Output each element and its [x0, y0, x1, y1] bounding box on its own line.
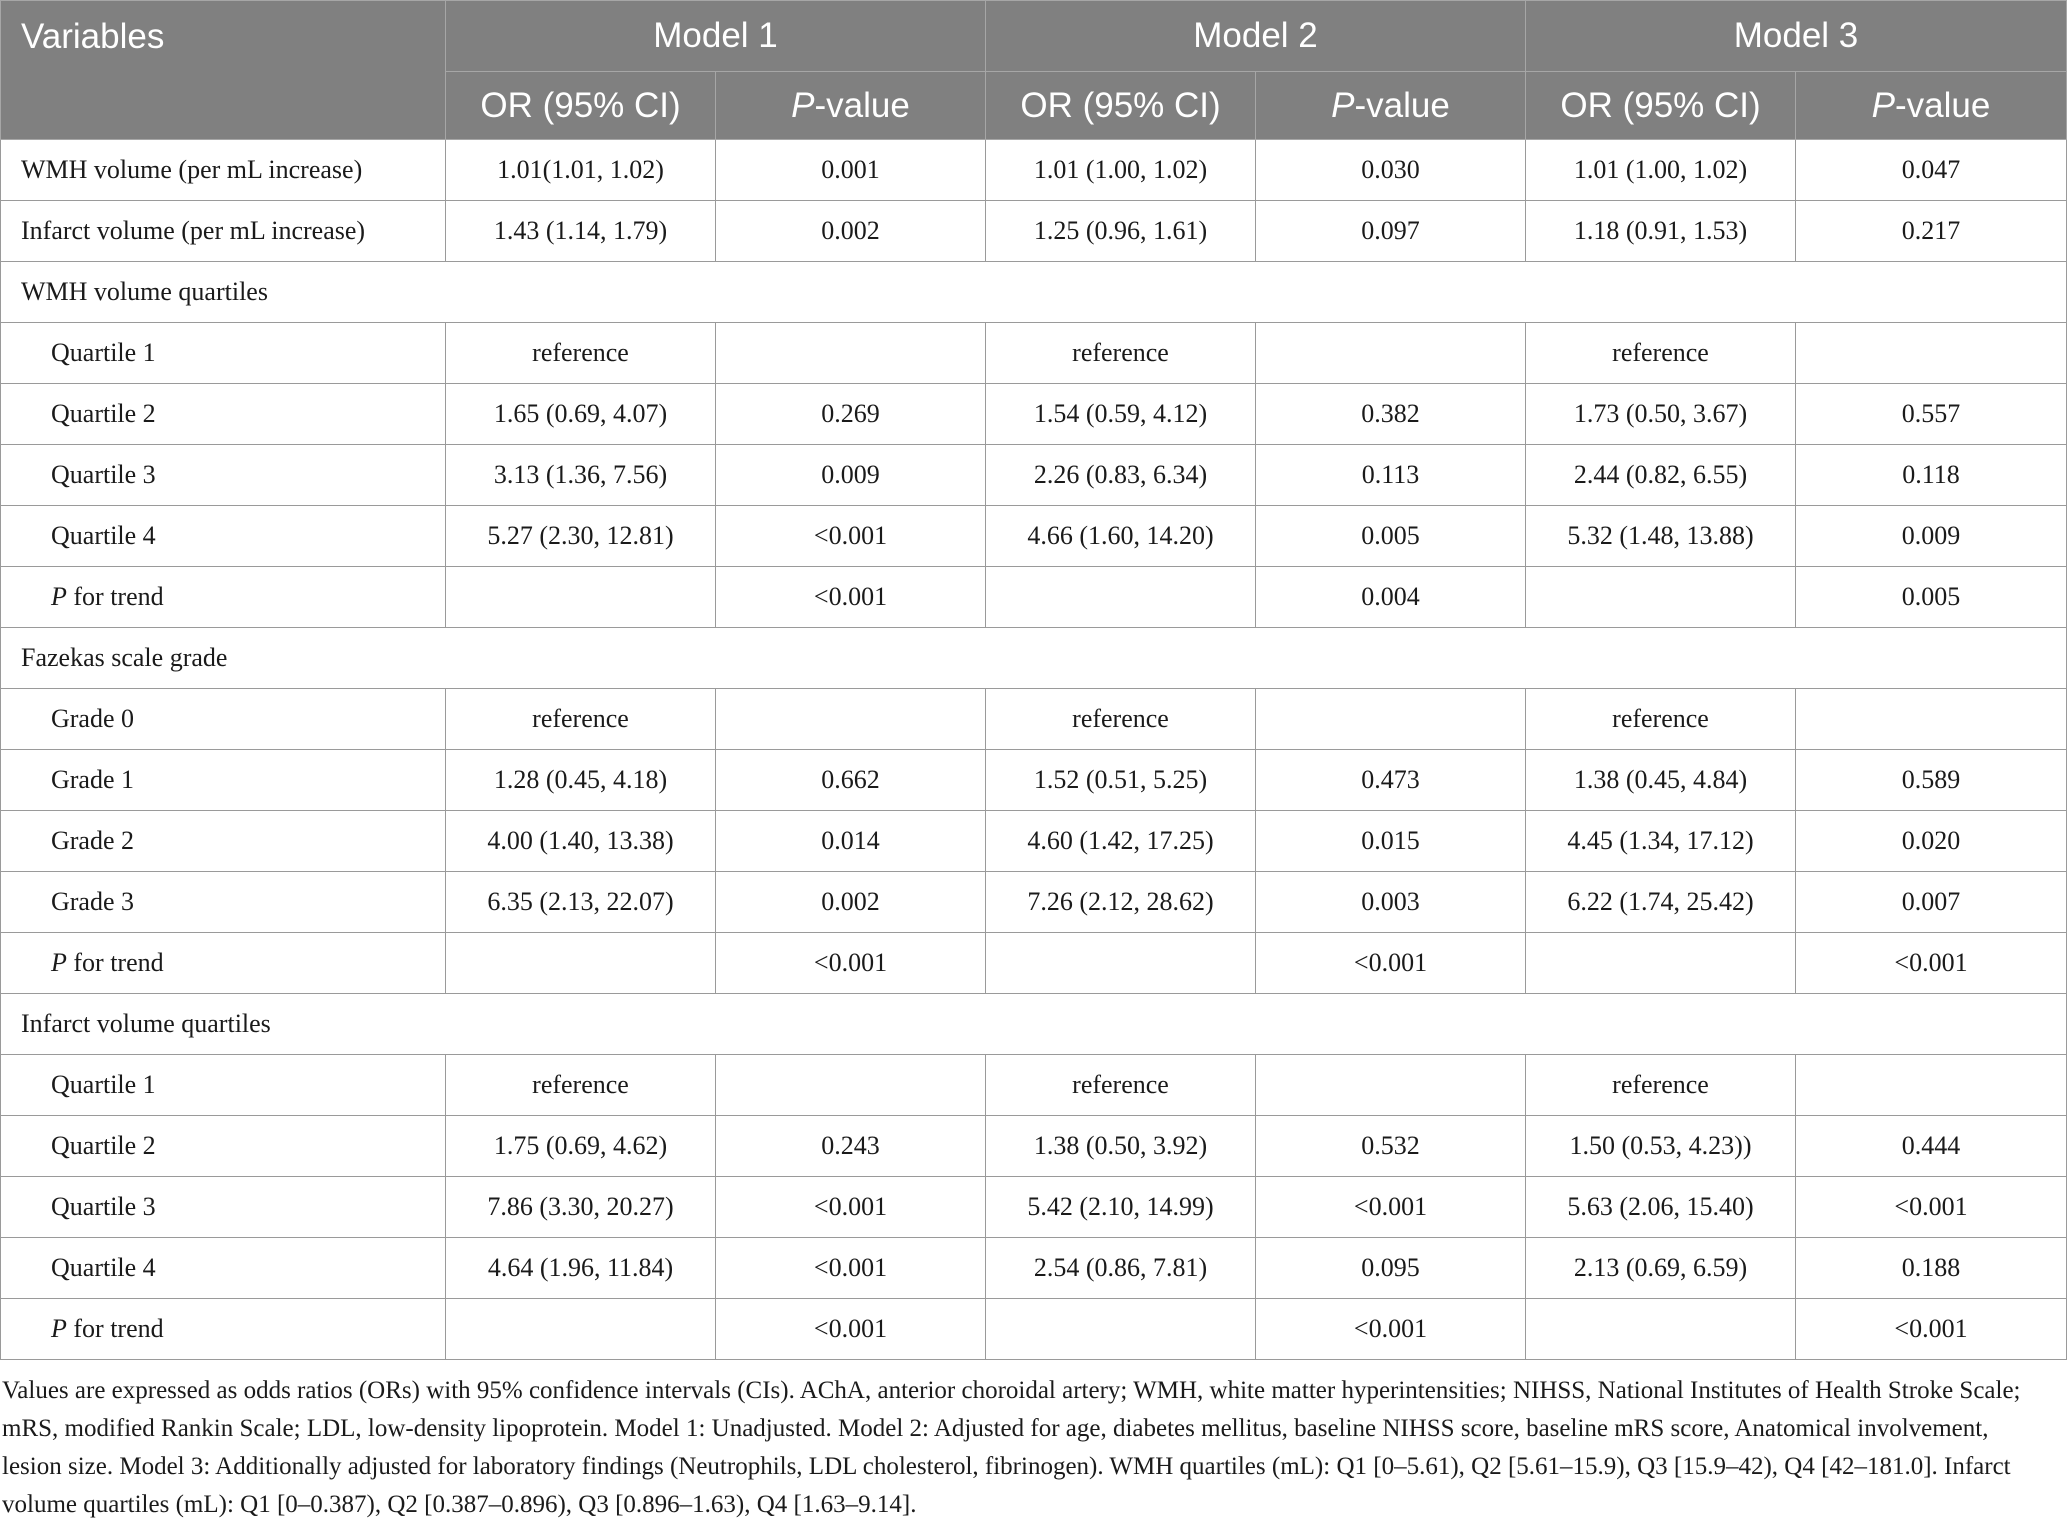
row-label: Grade 3 — [1, 872, 446, 933]
row-label: P for trend — [1, 567, 446, 628]
row-label: Quartile 1 — [1, 1055, 446, 1116]
p-value-header: P-value — [1796, 72, 2067, 140]
or-ci-cell: 5.27 (2.30, 12.81) — [446, 506, 716, 567]
p-value-cell: <0.001 — [1256, 1299, 1526, 1360]
or-ci-cell: 1.54 (0.59, 4.12) — [986, 384, 1256, 445]
model-1-header: Model 1 — [446, 1, 986, 72]
or-ci-cell: 4.00 (1.40, 13.38) — [446, 811, 716, 872]
or-ci-cell: 1.73 (0.50, 3.67) — [1526, 384, 1796, 445]
or-ci-cell: reference — [1526, 689, 1796, 750]
or-ci-cell — [1526, 1299, 1796, 1360]
or-ci-cell: 1.01 (1.00, 1.02) — [1526, 140, 1796, 201]
table-row — [1, 445, 2067, 506]
row-label: Quartile 3 — [1, 1177, 446, 1238]
p-value-cell: 0.532 — [1256, 1116, 1526, 1177]
p-value-cell: 0.014 — [716, 811, 986, 872]
table-row — [1, 1299, 2067, 1360]
p-value-header: P-value — [716, 72, 986, 140]
or-ci-cell — [1526, 567, 1796, 628]
or-ci-cell: 1.65 (0.69, 4.07) — [446, 384, 716, 445]
p-value-cell: 0.020 — [1796, 811, 2067, 872]
p-value-cell: 0.005 — [1256, 506, 1526, 567]
variables-header: Variables — [1, 1, 446, 140]
table-row — [1, 201, 2067, 262]
p-value-cell: 0.002 — [716, 201, 986, 262]
or-ci-cell: reference — [446, 1055, 716, 1116]
row-label: Grade 2 — [1, 811, 446, 872]
model-3-header: Model 3 — [1526, 1, 2067, 72]
p-value-cell: <0.001 — [716, 1177, 986, 1238]
or-ci-cell: 5.32 (1.48, 13.88) — [1526, 506, 1796, 567]
section-label: Infarct volume quartiles — [1, 994, 2067, 1055]
p-value-cell: <0.001 — [716, 933, 986, 994]
p-value-cell: 0.007 — [1796, 872, 2067, 933]
p-value-header: P-value — [1256, 72, 1526, 140]
row-label: Grade 0 — [1, 689, 446, 750]
or-header: OR (95% CI) — [1526, 72, 1796, 140]
row-label: P for trend — [1, 1299, 446, 1360]
section-row — [1, 628, 2067, 689]
p-value-cell: <0.001 — [1796, 933, 2067, 994]
or-ci-cell — [1526, 933, 1796, 994]
table-row — [1, 140, 2067, 201]
p-value-cell — [1796, 689, 2067, 750]
p-value-cell — [716, 1055, 986, 1116]
table-row — [1, 384, 2067, 445]
or-ci-cell: reference — [1526, 1055, 1796, 1116]
or-ci-cell: 1.50 (0.53, 4.23)) — [1526, 1116, 1796, 1177]
or-ci-cell: 2.44 (0.82, 6.55) — [1526, 445, 1796, 506]
row-label: Quartile 4 — [1, 506, 446, 567]
or-ci-cell: 1.18 (0.91, 1.53) — [1526, 201, 1796, 262]
p-value-cell: 0.015 — [1256, 811, 1526, 872]
p-value-cell: <0.001 — [716, 1299, 986, 1360]
table-row — [1, 323, 2067, 384]
or-ci-cell: 5.42 (2.10, 14.99) — [986, 1177, 1256, 1238]
table-body — [1, 140, 2067, 1360]
row-label: Quartile 1 — [1, 323, 446, 384]
p-value-cell: 0.030 — [1256, 140, 1526, 201]
p-value-cell: 0.009 — [716, 445, 986, 506]
or-ci-cell: 4.64 (1.96, 11.84) — [446, 1238, 716, 1299]
row-label: Quartile 2 — [1, 1116, 446, 1177]
or-ci-cell — [446, 1299, 716, 1360]
or-ci-cell: 1.43 (1.14, 1.79) — [446, 201, 716, 262]
or-ci-cell: 1.25 (0.96, 1.61) — [986, 201, 1256, 262]
p-value-cell: <0.001 — [1256, 933, 1526, 994]
table-row — [1, 1116, 2067, 1177]
section-label: WMH volume quartiles — [1, 262, 2067, 323]
p-value-cell: 0.097 — [1256, 201, 1526, 262]
or-ci-cell — [986, 1299, 1256, 1360]
or-ci-cell: 4.60 (1.42, 17.25) — [986, 811, 1256, 872]
p-value-cell — [1256, 1055, 1526, 1116]
or-ci-cell — [446, 567, 716, 628]
or-ci-cell — [986, 933, 1256, 994]
p-value-cell: 0.001 — [716, 140, 986, 201]
or-ci-cell: reference — [446, 689, 716, 750]
section-row — [1, 262, 2067, 323]
or-ci-cell: 2.54 (0.86, 7.81) — [986, 1238, 1256, 1299]
p-value-cell: <0.001 — [716, 1238, 986, 1299]
row-label: WMH volume (per mL increase) — [1, 140, 446, 201]
table-row — [1, 872, 2067, 933]
or-ci-cell: 6.35 (2.13, 22.07) — [446, 872, 716, 933]
row-label: P for trend — [1, 933, 446, 994]
table-row — [1, 1238, 2067, 1299]
or-ci-cell — [446, 933, 716, 994]
or-ci-cell: 1.38 (0.45, 4.84) — [1526, 750, 1796, 811]
or-ci-cell: 2.26 (0.83, 6.34) — [986, 445, 1256, 506]
p-value-cell — [1256, 323, 1526, 384]
section-row — [1, 994, 2067, 1055]
p-value-cell: <0.001 — [716, 506, 986, 567]
table-row — [1, 811, 2067, 872]
table-row — [1, 1055, 2067, 1116]
or-ci-cell: 7.86 (3.30, 20.27) — [446, 1177, 716, 1238]
p-value-cell: 0.243 — [716, 1116, 986, 1177]
p-value-cell: 0.589 — [1796, 750, 2067, 811]
p-value-cell: <0.001 — [1796, 1299, 2067, 1360]
or-ci-cell: 2.13 (0.69, 6.59) — [1526, 1238, 1796, 1299]
p-value-cell: 0.009 — [1796, 506, 2067, 567]
p-value-cell: 0.047 — [1796, 140, 2067, 201]
p-value-cell: 0.662 — [716, 750, 986, 811]
model-2-header: Model 2 — [986, 1, 1526, 72]
or-ci-cell: 1.01 (1.00, 1.02) — [986, 140, 1256, 201]
row-label: Grade 1 — [1, 750, 446, 811]
p-value-cell: 0.382 — [1256, 384, 1526, 445]
table-row — [1, 933, 2067, 994]
table-row — [1, 567, 2067, 628]
p-value-cell — [1796, 1055, 2067, 1116]
or-ci-cell: 6.22 (1.74, 25.42) — [1526, 872, 1796, 933]
p-value-cell: 0.095 — [1256, 1238, 1526, 1299]
or-header: OR (95% CI) — [446, 72, 716, 140]
p-value-cell: <0.001 — [1256, 1177, 1526, 1238]
p-value-cell — [716, 323, 986, 384]
or-ci-cell: 4.45 (1.34, 17.12) — [1526, 811, 1796, 872]
p-value-cell: 0.005 — [1796, 567, 2067, 628]
p-value-cell: 0.003 — [1256, 872, 1526, 933]
row-label: Infarct volume (per mL increase) — [1, 201, 446, 262]
or-ci-cell — [986, 567, 1256, 628]
p-value-cell: 0.557 — [1796, 384, 2067, 445]
row-label: Quartile 4 — [1, 1238, 446, 1299]
or-ci-cell: 3.13 (1.36, 7.56) — [446, 445, 716, 506]
or-ci-cell: 1.52 (0.51, 5.25) — [986, 750, 1256, 811]
p-value-cell: 0.217 — [1796, 201, 2067, 262]
p-value-cell: 0.113 — [1256, 445, 1526, 506]
or-ci-cell: 1.28 (0.45, 4.18) — [446, 750, 716, 811]
p-value-cell: 0.002 — [716, 872, 986, 933]
p-value-cell: 0.444 — [1796, 1116, 2067, 1177]
or-ci-cell: reference — [986, 323, 1256, 384]
row-label: Quartile 2 — [1, 384, 446, 445]
p-value-cell — [1256, 689, 1526, 750]
row-label: Quartile 3 — [1, 445, 446, 506]
p-value-cell: <0.001 — [1796, 1177, 2067, 1238]
or-ci-cell: reference — [446, 323, 716, 384]
p-value-cell: 0.004 — [1256, 567, 1526, 628]
section-label: Fazekas scale grade — [1, 628, 2067, 689]
table-row — [1, 689, 2067, 750]
p-value-cell: 0.188 — [1796, 1238, 2067, 1299]
p-value-cell: 0.118 — [1796, 445, 2067, 506]
or-ci-cell: reference — [986, 1055, 1256, 1116]
or-ci-cell: 5.63 (2.06, 15.40) — [1526, 1177, 1796, 1238]
or-header: OR (95% CI) — [986, 72, 1256, 140]
or-ci-cell: reference — [986, 689, 1256, 750]
table-footnote: Values are expressed as odds ratios (ORs) with 95% confidence intervals (CIs). AChA, anterior choroidal artery; WMH, white matter hyperintensities; NIHSS, National Institutes of Health Stroke Scale; mRS, modified Rankin Scale; LDL, low-density lipoprotein. Model 1: Unadjusted. Model 2: Adjusted for age, diabetes mellitus, baseline NIHSS score, baseline mRS score, Anatomical involvement, lesion size. Model 3: Additionally adjusted for laboratory findings (Neutrophils, LDL cholesterol, fibrinogen). WMH quartiles (mL): Q1 [0–5.61), Q2 [5.61–15.9), Q3 [15.9–42), Q4 [42–181.0]. Infarct volume quartiles (mL): Q1 [0–0.387), Q2 [0.387–0.896), Q3 [0.896–1.63), Q4 [1.63–9.14]. — [2, 1377, 2021, 1518]
or-ci-cell: 1.75 (0.69, 4.62) — [446, 1116, 716, 1177]
table-row — [1, 750, 2067, 811]
table-row — [1, 1177, 2067, 1238]
or-ci-cell: 1.01(1.01, 1.02) — [446, 140, 716, 201]
or-ci-cell: 4.66 (1.60, 14.20) — [986, 506, 1256, 567]
or-ci-cell: 7.26 (2.12, 28.62) — [986, 872, 1256, 933]
or-ci-cell: 1.38 (0.50, 3.92) — [986, 1116, 1256, 1177]
p-value-cell: <0.001 — [716, 567, 986, 628]
table-header — [1, 1, 2067, 140]
table-row — [1, 506, 2067, 567]
p-value-cell — [1796, 323, 2067, 384]
or-ci-cell: reference — [1526, 323, 1796, 384]
p-value-cell: 0.269 — [716, 384, 986, 445]
p-value-cell: 0.473 — [1256, 750, 1526, 811]
p-value-cell — [716, 689, 986, 750]
